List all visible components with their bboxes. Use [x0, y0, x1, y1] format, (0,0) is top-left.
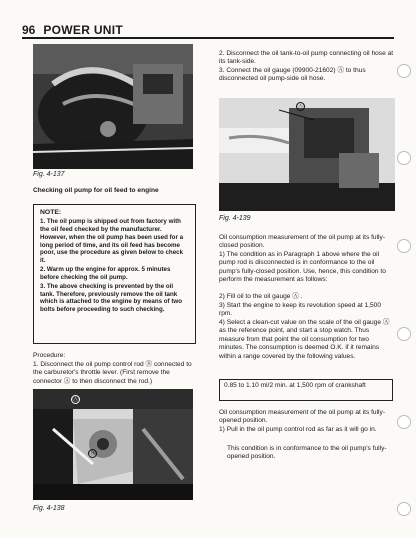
note-title: NOTE:: [40, 209, 62, 216]
callout-marker-a: Ⓐ: [297, 104, 304, 110]
figure-caption: Fig. 4-138: [33, 505, 65, 512]
page-number: 96: [22, 23, 36, 37]
header-rule: [22, 37, 394, 39]
measurement-step: 4) Select a clean-cut value on the scale of the oil gauge Ⓐ as the reference point, and start a stop watch. Thus measure from that point the oil consumption for two minutes. The consumption is deemed O.K. if it remains within a range covered by the following values.: [219, 319, 390, 360]
right-step: 3. Connect the oil gauge (09900-21602) Ⓐ to thus disconnected oil pump-side oil hose.: [219, 67, 366, 83]
oil-gauge-photo-image: [219, 98, 395, 211]
note-items: [40, 218, 189, 314]
fully-open-intro: Oil consumption measurement of the oil pump at its fully-opened position.: [219, 409, 386, 425]
binder-hole: [397, 415, 411, 429]
page-header: [22, 20, 394, 36]
procedure-label: Procedure:: [33, 352, 66, 359]
figure-4-137-photo: [33, 44, 193, 169]
note-box: [33, 204, 196, 344]
figure-caption: Fig. 4-139: [219, 215, 251, 222]
procedure-step: 1. Disconnect the oil pump control rod Ⓑ connected to the carburetor's throttle lever. (First remove the connector Ⓐ to then disconnect the rod.): [33, 361, 192, 385]
measurement-note: This condition is in conformance to the oil pump's fully-opened position.: [227, 445, 387, 461]
figure-4-138-photo: [33, 389, 193, 500]
binder-hole: [397, 151, 411, 165]
fully-closed-intro: Oil consumption measurement of the oil pump at its fully-closed position.: [219, 234, 386, 250]
binder-hole: [397, 64, 411, 78]
measurement-step: 2) Fill oil to the oil gauge Ⓐ .: [219, 293, 303, 300]
section-title: POWER UNIT: [43, 23, 124, 37]
engine-photo-image: [33, 44, 193, 169]
specification-value: 0.85 to 1.10 ml/2 min. at 1,500 rpm of crankshaft: [224, 382, 366, 389]
callout-marker-b: Ⓑ: [89, 451, 96, 457]
figure-caption: Fig. 4-137: [33, 171, 65, 178]
binder-hole: [397, 502, 411, 516]
note-item: 3. The above checking is prevented by the oil tank. Therefore, previously remove the oil tank which is attached to the engine by means of two bolts before proceeding to such checking.: [40, 282, 182, 314]
figure-4-139-photo: [219, 98, 395, 211]
right-step: 2. Disconnect the oil tank-to-oil pump connecting oil hose at its tank-side.: [219, 50, 394, 66]
note-item: 1. The oil pump is shipped out from factory with the oil feed checked by the manufacturer. However, when the oil pump has been used for a long period of time, and its oil feed has become poor, use the procedure as given below to check it.: [40, 218, 184, 265]
measurement-step: 3) Start the engine to keep its revolution speed at 1,500 rpm.: [219, 302, 382, 318]
carburetor-photo-image: [33, 389, 193, 500]
measurement-step: 1) Pull in the oil pump control rod as far as it will go in.: [219, 426, 377, 433]
note-item: 2. Warm up the engine for approx. 5 minutes before checking the oil pump.: [40, 266, 171, 281]
section-heading: Checking oil pump for oil feed to engine: [33, 187, 159, 194]
callout-marker-a: Ⓐ: [72, 397, 79, 403]
binder-hole: [397, 327, 411, 341]
binder-hole: [397, 239, 411, 253]
specification-box: [219, 379, 393, 401]
measurement-step: 1) The condition as in Paragraph 1 above where the oil pump rod is disconnected is in conformance to the oil pump's fully-closed position. Use, hence, this condition to perform the measurement as follows:: [219, 251, 386, 284]
